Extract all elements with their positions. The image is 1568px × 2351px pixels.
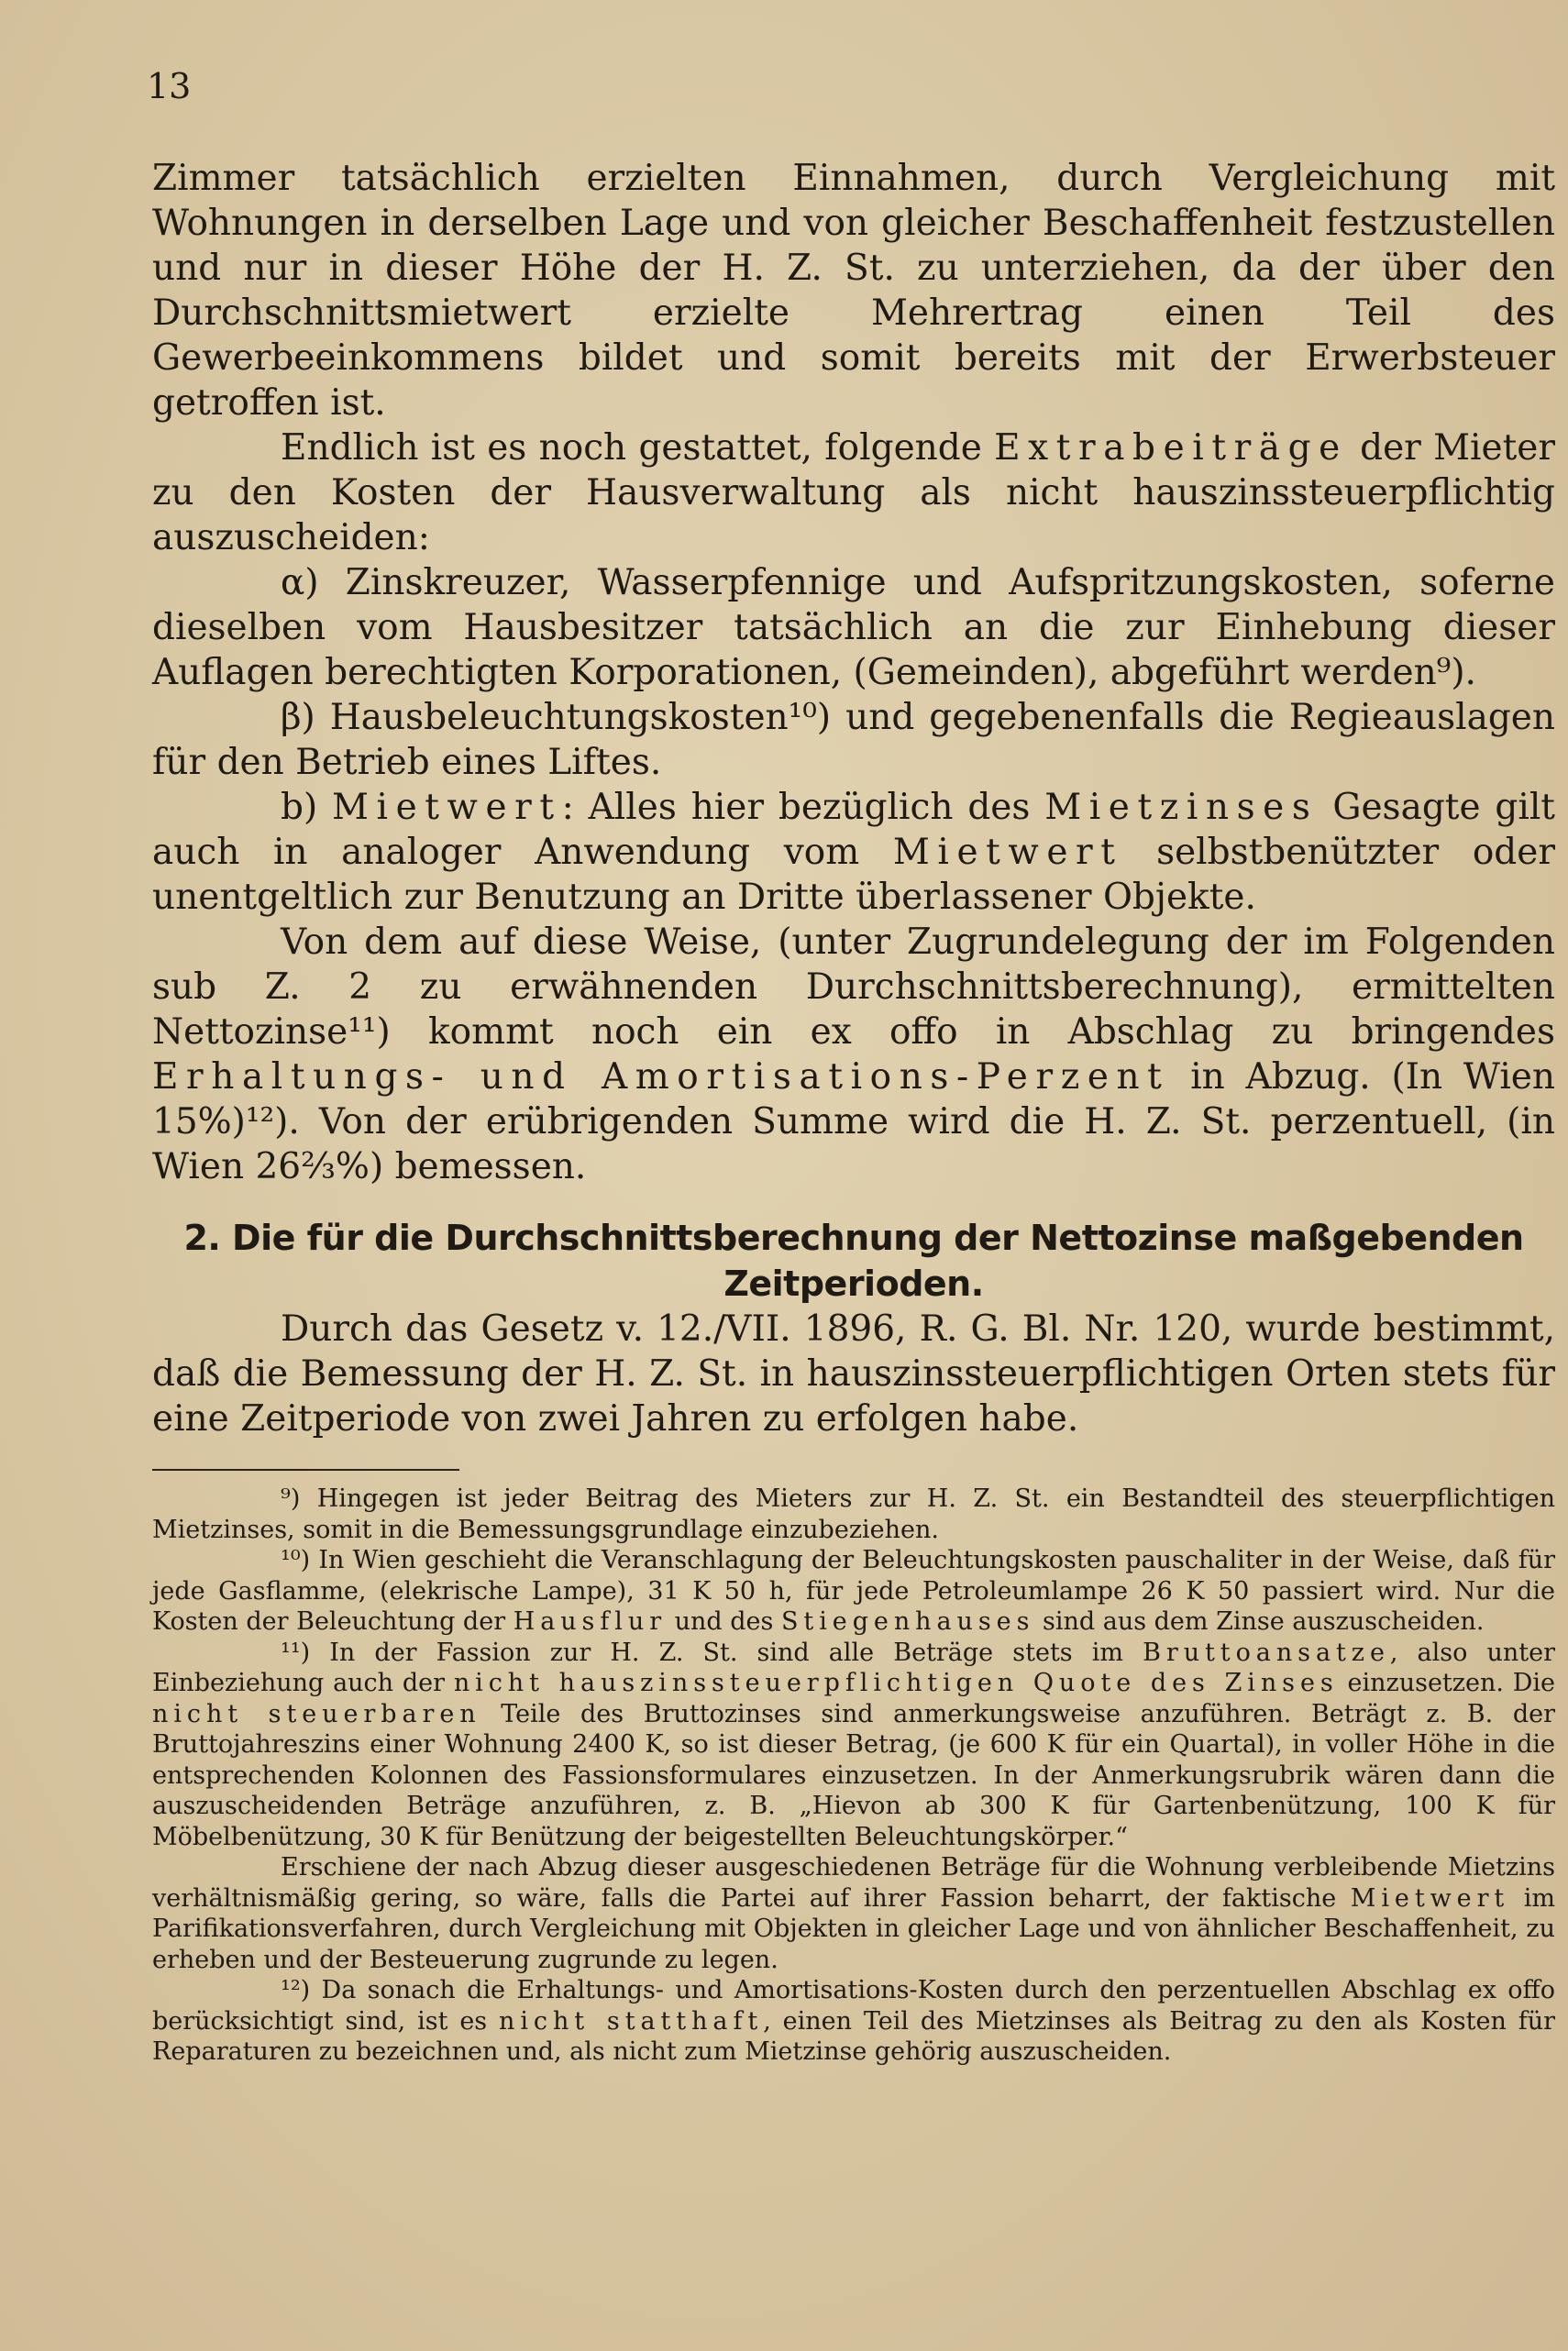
footnotes [152,1484,1555,2068]
footnote-11: ¹¹) In der Fassion zur H. Z. St. sind alle Beträge stets im Bruttoansatze, also unter Einbeziehung auch der nicht hauszinssteuerpflichtigen Quote des Zinses einzusetzen. Die nicht steuerbaren Teile des Bruttozinses sind anmerkungsweise anzuführen. Beträgt z. B. der Bruttojahreszins einer Wohnung 2400 K, so ist dieser Betrag, (je 600 K für ein Quartal), in voller Höhe in die entsprechenden Kolonnen des Fassionsformulares einzusetzen. In der Anmerkungsrubrik wären dann die auszuscheidenden Beträge anzuführen, z. B. „Hievon ab 300 K für Gartenbenützung, 100 K für Möbelbenützung, 30 K für Benützung der beigestellten Beleuchtungskörper.“ [152,1638,1556,1851]
section-heading: 2. Die für die Durchschnittsberechnung der Nettozinse maßgebenden Zeitperioden. [183,1218,1524,1304]
paragraph-nettozinse: Von dem auf diese Weise, (unter Zugrundelegung der im Folgenden sub Z. 2 zu erwähnenden Durchschnittsberechnung), ermittelten Nettozinse¹¹) kommt noch ein ex offo in Abschlag zu bringendes Erhaltungs- und Amortisations-Perzent in Abzug. (In Wien 15%)¹²). Von der erübrigenden Summe wird die H. Z. St. perzentuell, (in Wien 26⅔%) bemessen. [152,922,1555,1187]
footnote-10: ¹⁰) In Wien geschieht die Veranschlagung der Beleuchtungskosten pauschaliter in der Weise, daß für jede Gasflamme, (elekrische Lampe), 31 K 50 h, für jede Petroleumlampe 26 K 50 passiert wird. Nur die Kosten der Beleuchtung der Hausflur und des Stiegenhauses sind aus dem Zinse auszuscheiden. [152,1546,1555,1636]
main-text [152,156,1555,2068]
footnote-11-continued: Erschiene der nach Abzug dieser ausgeschiedenen Beträge für die Wohnung verbleibende Mietzins verhältnismäßig gering, so wäre, falls die Partei auf ihrer Fassion beharrt, der faktische Mietwert im Parifikationsverfahren, durch Vergleichung mit Objekten in gleicher Lage und von ähnlicher Beschaffenheit, zu erheben und der Besteuerung zugrunde zu legen. [152,1853,1555,1974]
paragraph-gesetz: Durch das Gesetz v. 12./VII. 1896, R. G. Bl. Nr. 120, wurde bestimmt, daß die Bemessung der H. Z. St. in hauszinssteuerpflichtigen Orten stets für eine Zeitperiode von zwei Jahren zu erfolgen habe. [152,1308,1555,1440]
footnote-12: ¹²) Da sonach die Erhaltungs- und Amortisations-Kosten durch den perzentuellen Abschlag ex offo berücksichtigt sind, ist es nicht statthaft, einen Teil des Mietzinses als Beitrag zu den als Kosten für Reparaturen zu bezeichnen und, als nicht zum Mietzinse gehörig auszuscheiden. [152,1976,1556,2066]
paragraph-beta: β) Hausbeleuchtungskosten¹⁰) und gegebenenfalls die Regieauslagen für den Betrieb eines Liftes. [152,697,1555,783]
paragraph-extrabeitraege: Endlich ist es noch gestattet, folgende Extrabeiträge der Mieter zu den Kosten der Hausverwaltung als nicht hauszinssteuerpflichtig auszuscheiden: [152,427,1555,558]
paragraph-alpha: α) Zinskreuzer, Wasserpfennige und Aufspritzungskosten, soferne dieselben vom Hausbesitzer tatsächlich an die zur Einhebung dieser Auflagen berechtigten Korporationen, (Gemeinden), abgeführt werden⁹). [152,562,1555,693]
footnote-9: ⁹) Hingegen ist jeder Beitrag des Mieters zur H. Z. St. ein Bestandteil des steuerpflichtigen Mietzinses, somit in die Bemessungsgrundlage einzubeziehen. [152,1485,1555,1544]
footnote-divider [152,1469,459,1471]
paragraph-mietwert: b) Mietwert: Alles hier bezüglich des Mietzinses Gesagte gilt auch in analoger Anwendung vom Mietwert selbstbenützter oder unentgeltlich zur Benutzung an Dritte überlassener Objekte. [152,787,1555,918]
paragraph-zimmer: Zimmer tatsächlich erzielten Einnahmen, durch Vergleichung mit Wohnungen in derselben Lage und von gleicher Beschaffenheit festzustellen und nur in dieser Höhe der H. Z. St. zu unterziehen, da der über den Durchschnittsmietwert erzielte Mehrertrag einen Teil des Gewerbeeinkommens bildet und somit bereits mit der Erwerbsteuer getroffen ist. [152,158,1555,424]
page-number: 13 [147,66,192,106]
